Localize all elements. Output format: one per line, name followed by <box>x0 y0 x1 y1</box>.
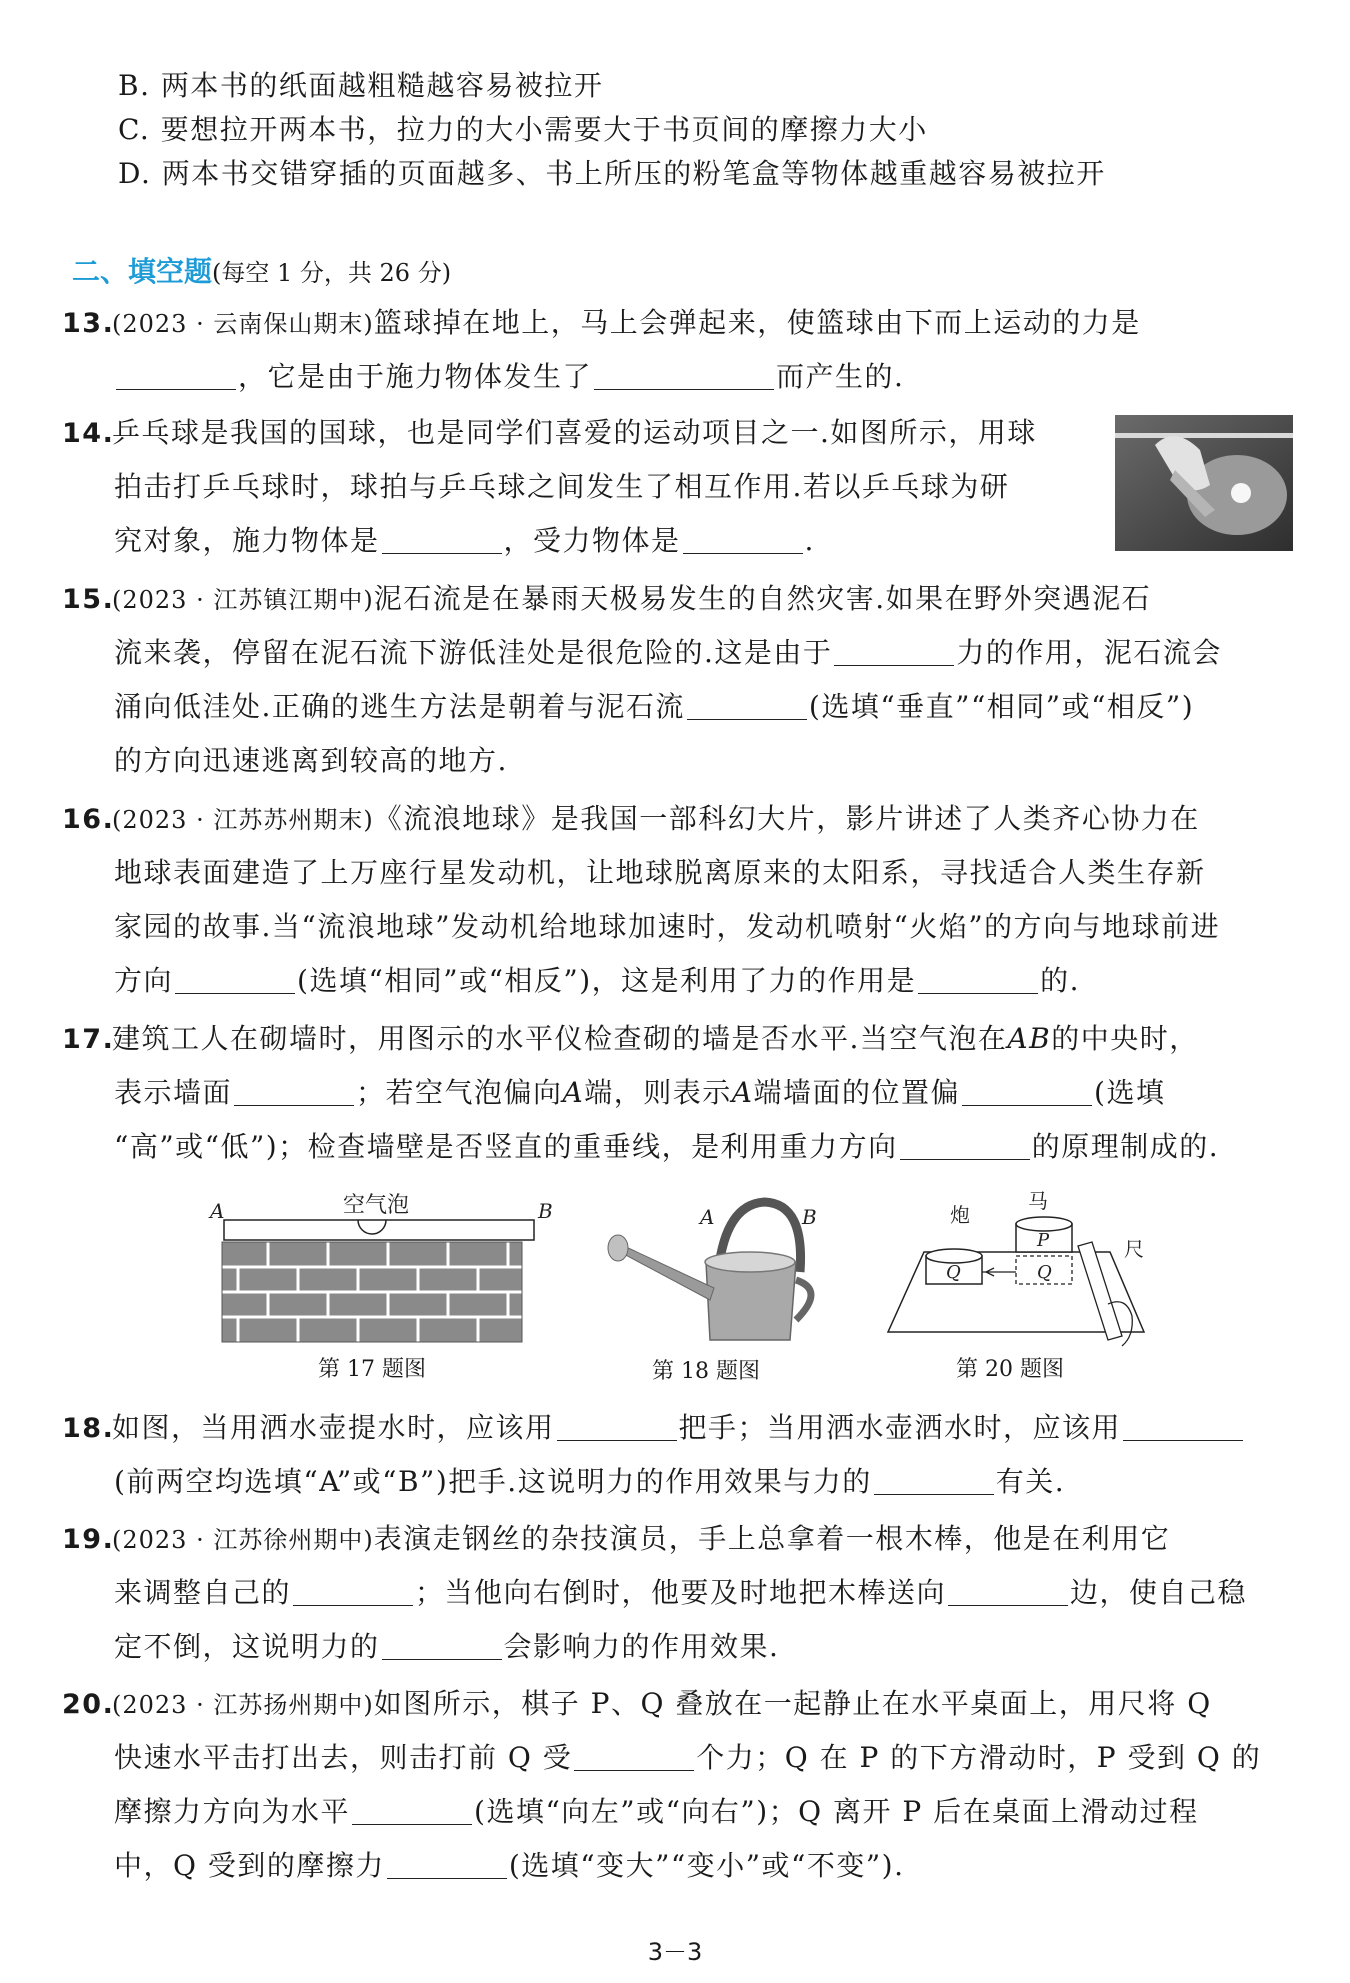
question-19-line-3 <box>114 1627 1350 1667</box>
figure-17-caption: 第 17 题图 <box>318 1357 426 1382</box>
question-text: 端，则表示 <box>584 1076 732 1109</box>
answer-blank[interactable] <box>175 963 295 994</box>
figure-20-chess-pieces <box>882 1186 1162 1356</box>
question-17-line-3 <box>114 1127 1350 1167</box>
question-text: 如图，当用洒水壶提水时，应该用 <box>112 1411 555 1444</box>
answer-blank[interactable] <box>687 689 807 720</box>
question-text: ；若空气泡偏向 <box>356 1076 563 1109</box>
answer-blank[interactable] <box>962 1075 1092 1106</box>
label-ma: 马 <box>1028 1189 1048 1213</box>
answer-blank[interactable] <box>1123 1410 1243 1441</box>
answer-blank[interactable] <box>382 523 502 554</box>
question-16-line-4 <box>114 961 1350 1001</box>
figure-17-wall-level <box>208 1188 558 1348</box>
question-text: 定不倒，这说明力的 <box>114 1630 380 1663</box>
answer-blank[interactable] <box>918 963 1038 994</box>
question-text: 《流浪地球》是我国一部科幻大片，影片讲述了人类齐心协力在 <box>373 802 1200 835</box>
question-text: 会影响力的作用效果. <box>503 1630 780 1663</box>
option-c: C. 要想拉开两本书，拉力的大小需要大于书页间的摩擦力大小 <box>118 113 928 146</box>
question-text: 乒乓球是我国的国球，也是同学们喜爱的运动项目之一.如图所示，用球 <box>112 416 1037 449</box>
option-b: B. 两本书的纸面越粗糙越容易被拉开 <box>118 69 604 102</box>
section-header <box>72 252 451 293</box>
answer-blank[interactable] <box>352 1794 472 1825</box>
question-16-line-1 <box>62 799 1350 840</box>
answer-blank[interactable] <box>116 359 236 390</box>
answer-blank[interactable] <box>387 1848 507 1879</box>
question-15-line-4: 的方向迅速逃离到较高的地方. <box>114 744 508 777</box>
question-number: 16. <box>62 804 115 835</box>
question-text: 个力；Q 在 P 的下方滑动时，P 受到 Q 的 <box>696 1741 1262 1774</box>
question-text: (选填“垂直”“相同”或“相反”) <box>808 690 1195 723</box>
question-number: 20. <box>62 1689 115 1720</box>
figure-18-caption: 第 18 题图 <box>652 1359 760 1384</box>
answer-blank[interactable] <box>594 359 774 390</box>
question-text: 究对象，施力物体是 <box>114 524 380 557</box>
question-text: (选填“向左”或“向右”)；Q 离开 P 后在桌面上滑动过程 <box>474 1795 1199 1828</box>
figure-20-caption: 第 20 题图 <box>956 1357 1064 1382</box>
answer-blank[interactable] <box>834 635 954 666</box>
label-q-left: Q <box>946 1262 961 1283</box>
question-19-line-2 <box>114 1573 1350 1613</box>
question-number: 13. <box>62 308 115 339</box>
question-16-line-2: 地球表面建造了上万座行星发动机，让地球脱离原来的太阳系，寻找适合人类生存新 <box>114 856 1206 889</box>
question-text: 流来袭，停留在泥石流下游低洼处是很危险的.这是由于 <box>114 636 833 669</box>
section-note: (每空 1 分，共 26 分) <box>212 259 452 287</box>
question-number: 19. <box>62 1524 115 1555</box>
page-number: 3－3 <box>647 1938 703 1966</box>
question-15-line-1 <box>62 579 1350 620</box>
question-text: ，受力物体是 <box>503 524 681 557</box>
question-text: 摩擦力方向为水平 <box>114 1795 351 1828</box>
question-text: ；当他向右倒时，他要及时地把木棒送向 <box>415 1576 947 1609</box>
question-17-line-1 <box>62 1019 1350 1060</box>
question-text: 有关. <box>995 1465 1066 1498</box>
question-13-line-2 <box>114 357 1350 397</box>
question-text: 的中央时， <box>1051 1022 1199 1055</box>
question-text: (前两空均选填“A”或“B”)把手.这说明力的作用效果与力的 <box>114 1465 872 1498</box>
question-16-line-3: 家园的故事.当“流浪地球”发动机给地球加速时，发动机喷射“火焰”的方向与地球前进 <box>114 910 1221 943</box>
question-text: 边，使自己稳 <box>1070 1576 1248 1609</box>
question-text: 来调整自己的 <box>114 1576 292 1609</box>
question-text: 如图所示，棋子 P、Q 叠放在一起静止在水平桌面上，用尺将 Q <box>373 1687 1212 1720</box>
question-text: 方向 <box>114 964 174 997</box>
question-text: A <box>562 1076 585 1109</box>
question-text: 力的作用，泥石流会 <box>956 636 1222 669</box>
question-number: 18. <box>62 1413 115 1444</box>
question-text: AB <box>1007 1022 1052 1055</box>
question-14-line-2: 拍击打乒乓球时，球拍与乒乓球之间发生了相互作用.若以乒乓球为研 <box>114 470 1010 503</box>
label-chi: 尺 <box>1124 1237 1144 1261</box>
label-p: P <box>1037 1230 1050 1251</box>
answer-blank[interactable] <box>683 523 803 554</box>
question-20-line-4 <box>114 1846 1350 1886</box>
question-number: 14. <box>62 418 115 449</box>
question-text: (选填“相同”或“相反”)，这是利用了力的作用是 <box>297 964 917 997</box>
section-title: 二、填空题 <box>72 255 213 288</box>
question-text: 表演走钢丝的杂技演员，手上总拿着一根木棒，他是在利用它 <box>373 1522 1171 1555</box>
question-text: 篮球掉在地上，马上会弹起来，使篮球由下而上运动的力是 <box>373 306 1141 339</box>
question-text: 的原理制成的. <box>1031 1130 1220 1163</box>
question-text: 把手；当用洒水壶洒水时，应该用 <box>678 1411 1122 1444</box>
figure-18-watering-can <box>600 1190 840 1350</box>
question-19-line-1 <box>62 1519 1350 1560</box>
question-text: “高”或“低”)；检查墙壁是否竖直的重垂线，是利用重力方向 <box>114 1130 898 1163</box>
question-text: 端墙面的位置偏 <box>753 1076 961 1109</box>
label-pao: 炮 <box>950 1203 970 1227</box>
question-text: . <box>804 524 815 557</box>
answer-blank[interactable] <box>234 1075 354 1106</box>
question-18-line-1 <box>62 1408 1350 1449</box>
question-20-line-2 <box>114 1738 1350 1778</box>
question-source: (2023 · 云南保山期末) <box>112 310 374 338</box>
question-20-line-3 <box>114 1792 1350 1832</box>
question-text: ，它是由于施力物体发生了 <box>238 360 593 393</box>
answer-blank[interactable] <box>574 1740 694 1771</box>
question-text: 快速水平击打出去，则击打前 Q 受 <box>114 1741 573 1774</box>
question-number: 15. <box>62 584 115 615</box>
question-source: (2023 · 江苏镇江期中) <box>112 586 374 614</box>
answer-blank[interactable] <box>557 1410 677 1441</box>
label-a: A <box>210 1199 225 1223</box>
label-b: B <box>802 1205 817 1229</box>
label-bubble: 空气泡 <box>343 1193 410 1218</box>
answer-blank[interactable] <box>382 1629 502 1660</box>
label-q-right: Q <box>1037 1262 1052 1283</box>
question-18-line-2 <box>114 1462 1350 1502</box>
question-17-line-2 <box>114 1073 1350 1113</box>
answer-blank[interactable] <box>948 1575 1068 1606</box>
question-text: A <box>731 1076 754 1109</box>
question-15-line-3 <box>114 687 1350 727</box>
question-13-line-1 <box>62 303 1350 344</box>
question-text: 泥石流是在暴雨天极易发生的自然灾害.如果在野外突遇泥石 <box>373 582 1152 615</box>
answer-blank[interactable] <box>874 1464 994 1495</box>
question-source: (2023 · 江苏苏州期末) <box>112 806 374 834</box>
answer-blank[interactable] <box>900 1129 1030 1160</box>
table-tennis-photo <box>1115 415 1293 551</box>
label-b: B <box>538 1199 553 1223</box>
question-text: 而产生的. <box>776 360 905 393</box>
question-source: (2023 · 江苏扬州期中) <box>112 1691 374 1719</box>
question-text: (选填 <box>1094 1076 1166 1109</box>
question-20-line-1 <box>62 1684 1350 1725</box>
option-d: D. 两本书交错穿插的页面越多、书上所压的粉笔盒等物体越重越容易被拉开 <box>118 157 1106 190</box>
question-text: 中，Q 受到的摩擦力 <box>114 1849 385 1882</box>
question-source: (2023 · 江苏徐州期中) <box>112 1526 374 1554</box>
question-text: (选填“变大”“变小”或“不变”). <box>508 1849 905 1882</box>
question-number: 17. <box>62 1024 115 1055</box>
answer-blank[interactable] <box>293 1575 413 1606</box>
label-a: A <box>700 1205 715 1229</box>
question-text: 建筑工人在砌墙时，用图示的水平仪检查砌的墙是否水平.当空气泡在 <box>112 1022 1008 1055</box>
question-text: 涌向低洼处.正确的逃生方法是朝着与泥石流 <box>114 690 685 723</box>
question-text: 的. <box>1040 964 1081 997</box>
question-text: 表示墙面 <box>114 1076 233 1109</box>
question-15-line-2 <box>114 633 1350 673</box>
